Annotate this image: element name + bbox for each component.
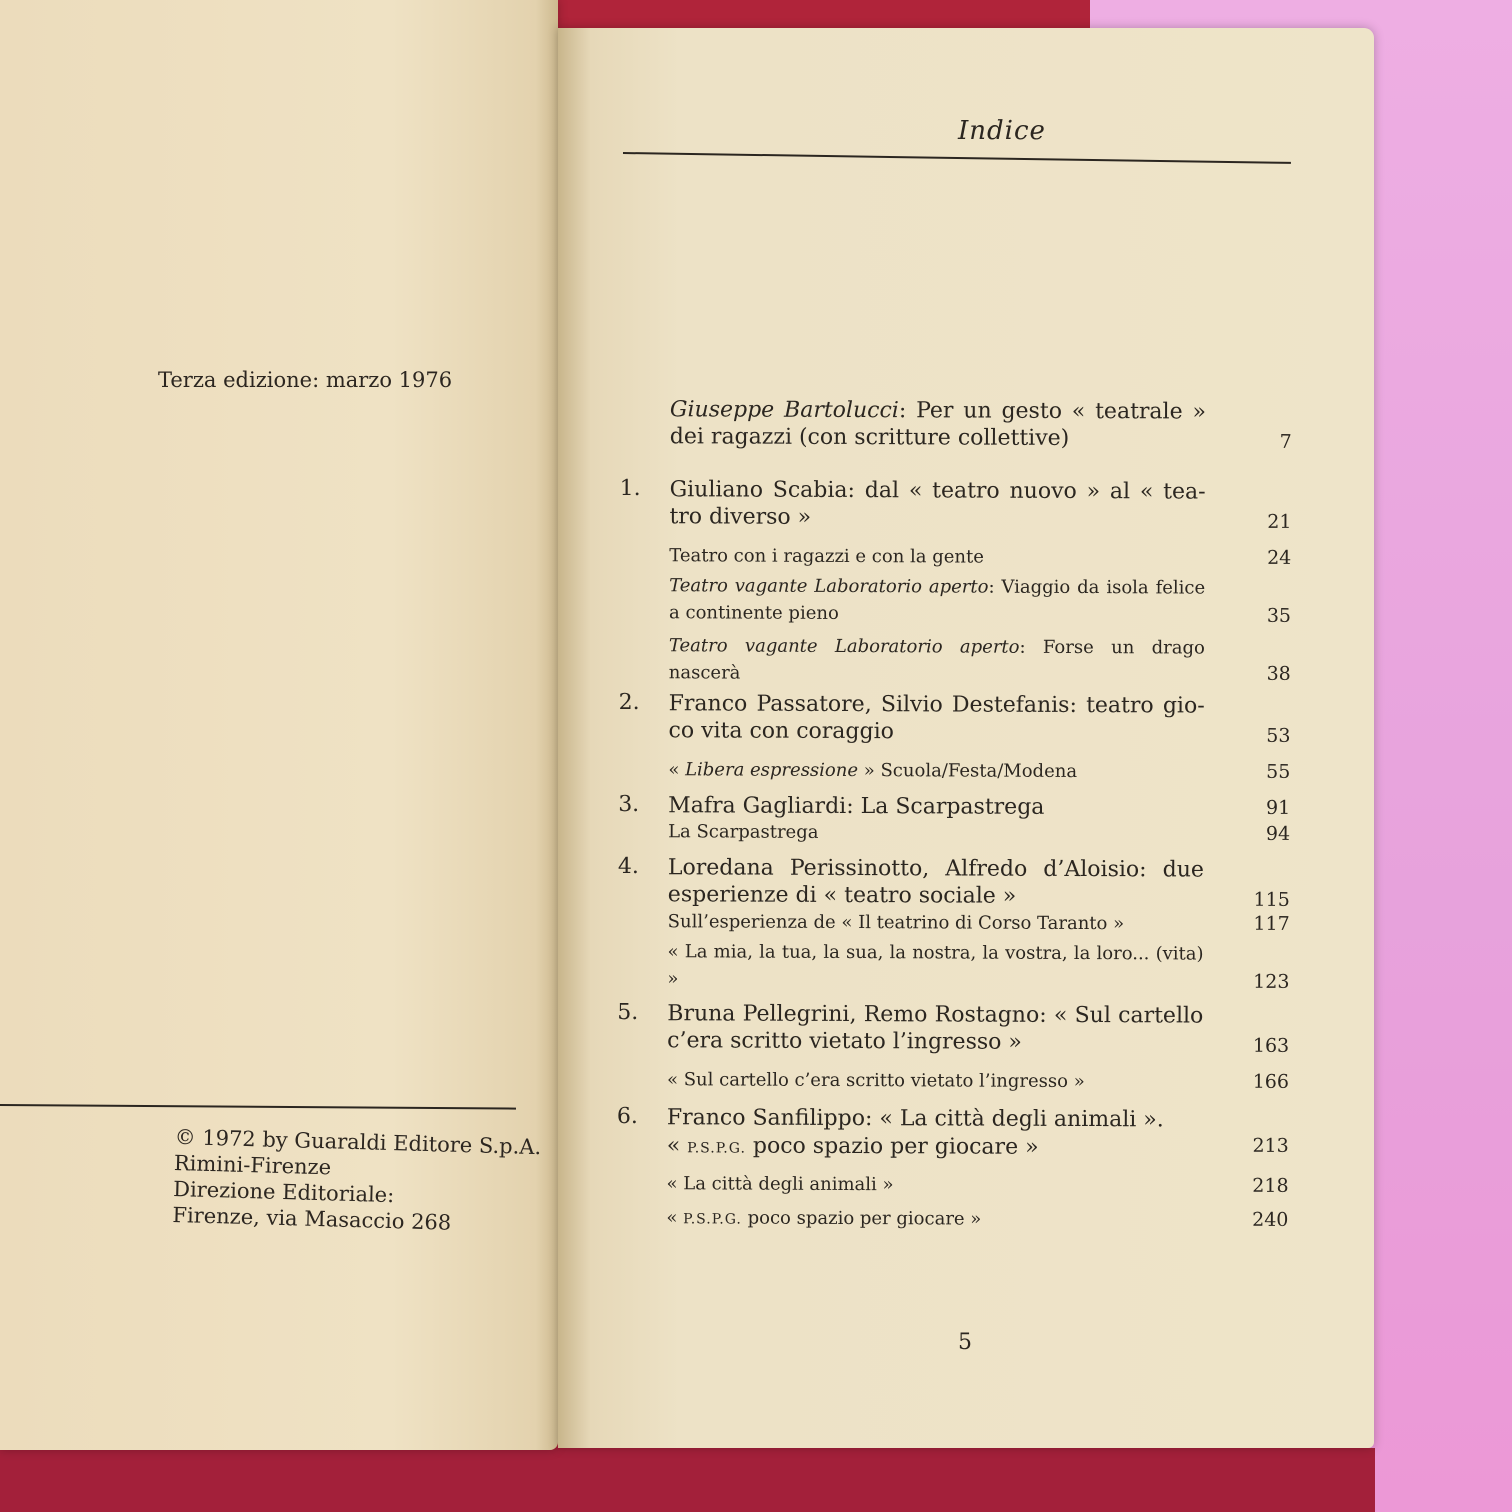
- toc-entry-page: 55: [1266, 760, 1291, 783]
- toc-entry-number: 4.: [617, 853, 640, 880]
- toc-entry-page: 94: [1265, 822, 1291, 845]
- toc-entry-number: 1.: [619, 475, 641, 502]
- toc-entry-text: : Viaggio da isola felice a continente pieno: [669, 576, 1206, 624]
- toc-entry-acronym: P.S.P.G.: [683, 1211, 742, 1228]
- toc-entry-page: 115: [1253, 888, 1290, 911]
- toc-entry-text: : Per un gesto « teatrale » dei ragazzi (con scritture collettive): [669, 398, 1206, 451]
- toc-entry-page: 53: [1266, 724, 1291, 747]
- toc-entry-text: « La mia, la tua, la sua, la nostra, la vostra, la loro... (vita) »: [667, 941, 1204, 990]
- toc-entry-text: Bruna Pellegrini, Remo Rostagno: « Sul cartello c’era scritto vietato l’ingresso »: [667, 1001, 1204, 1055]
- toc-entry-page: 38: [1266, 662, 1291, 685]
- toc-entry-text: Franco Sanfilippo: « La città degli animali ».: [666, 1105, 1164, 1133]
- left-page: [0, 0, 558, 1450]
- toc-entry-number: 3.: [618, 791, 640, 818]
- toc-entry-title: [667, 1104, 1203, 1133]
- toc-entry-title: [668, 792, 1204, 821]
- colophon-line: Direzione Editoriale:: [172, 1176, 395, 1208]
- toc-entry-text: La Scarpastrega: [668, 821, 819, 843]
- toc-entry-quote: «: [668, 759, 686, 781]
- toc-entry-title: [668, 690, 1204, 746]
- toc-entry-italic: Giuseppe Bartolucci: [669, 397, 899, 424]
- colophon-rule: [0, 1104, 516, 1110]
- toc-entry-number: 2.: [618, 689, 640, 716]
- toc-entry-page: 166: [1252, 1070, 1290, 1093]
- toc-entry-title: [669, 542, 1205, 571]
- toc-entry-italic: Teatro vagante Laboratorio aperto: [669, 575, 989, 598]
- toc-entry-title: [668, 854, 1204, 910]
- toc-entry-title: [668, 818, 1204, 847]
- toc-entry-page: 91: [1265, 796, 1291, 819]
- toc-entry-title: [670, 396, 1206, 452]
- toc-entry-quote: «: [666, 1207, 684, 1229]
- toc-entry-title: [668, 908, 1204, 937]
- red-surface: [0, 1448, 1375, 1512]
- toc-entry-title: [667, 1132, 1203, 1164]
- colophon: [172, 1124, 541, 1238]
- toc-entry-number: 6.: [616, 1103, 638, 1130]
- toc-entry-title: [669, 572, 1205, 628]
- toc-entry-italic: Teatro vagante Laboratorio aperto: [668, 635, 1020, 658]
- toc-entry-text: « La città degli animali »: [666, 1173, 894, 1196]
- toc-entry-text: poco spazio per giocare »: [745, 1133, 1039, 1160]
- toc-entry-text: Franco Passatore, Silvio Destefanis: teatro gio-co vita con coraggio: [668, 691, 1205, 745]
- toc-entry-page: 163: [1252, 1034, 1290, 1057]
- edition-note: Terza edizione: marzo 1976: [158, 368, 453, 392]
- colophon-line: Rimini-Firenze: [173, 1150, 332, 1180]
- toc-entry-title: [667, 1066, 1203, 1095]
- toc-entry-text: Teatro con i ragazzi e con la gente: [669, 545, 984, 568]
- toc-entry-page: 240: [1252, 1208, 1289, 1231]
- toc-entry-page: 213: [1252, 1134, 1289, 1157]
- toc-entry-title: [667, 1000, 1203, 1056]
- toc-entry-text: Mafra Gagliardi: La Scarpastrega: [668, 793, 1045, 820]
- toc-entry-acronym: P.S.P.G.: [687, 1140, 746, 1157]
- toc-entry-page: 21: [1267, 510, 1292, 533]
- toc-entry-page: 117: [1253, 912, 1290, 935]
- toc-entry-text: poco spazio per giocare »: [741, 1207, 982, 1230]
- toc-entry-title: [668, 756, 1204, 785]
- toc-entry-page: 24: [1267, 546, 1292, 569]
- toc-entry-text: Loredana Perissinotto, Alfredo d’Aloisio: due esperienze di « teatro sociale »: [667, 855, 1204, 909]
- colophon-line: © 1972 by Guaraldi Editore S.p.A.: [174, 1124, 542, 1160]
- toc-entry-title: [669, 476, 1205, 532]
- page-number: 5: [958, 1330, 972, 1355]
- toc-entry-italic: Libera espressione: [685, 759, 859, 782]
- toc-entry-title: [669, 632, 1205, 688]
- toc-entry-page: 7: [1279, 430, 1292, 453]
- toc-entry-title: [667, 938, 1203, 994]
- index-title: Indice: [958, 116, 1046, 146]
- toc-entry-page: 35: [1266, 604, 1292, 627]
- toc-entry-text: » Scuola/Festa/Modena: [857, 760, 1078, 782]
- colophon-line: Firenze, via Masaccio 268: [172, 1202, 452, 1235]
- toc-entry-title: [666, 1204, 1202, 1235]
- toc-entry-text: : Forse un drago nascerà: [668, 636, 1205, 684]
- toc-entry-text: Giuliano Scabia: dal « teatro nuovo » al « tea-tro diverso »: [669, 477, 1206, 530]
- toc-entry-title: [667, 1170, 1203, 1199]
- toc-entry-text: « Sul cartello c’era scritto vietato l’ingresso »: [666, 1069, 1085, 1093]
- toc-entry-quote: «: [666, 1133, 688, 1159]
- toc-entry-number: 5.: [617, 999, 639, 1026]
- toc-entry-page: 123: [1253, 970, 1290, 993]
- toc-entry-page: 218: [1252, 1174, 1289, 1197]
- toc-entry-text: Sull’esperienza de « Il teatrino di Corso Taranto »: [667, 911, 1125, 935]
